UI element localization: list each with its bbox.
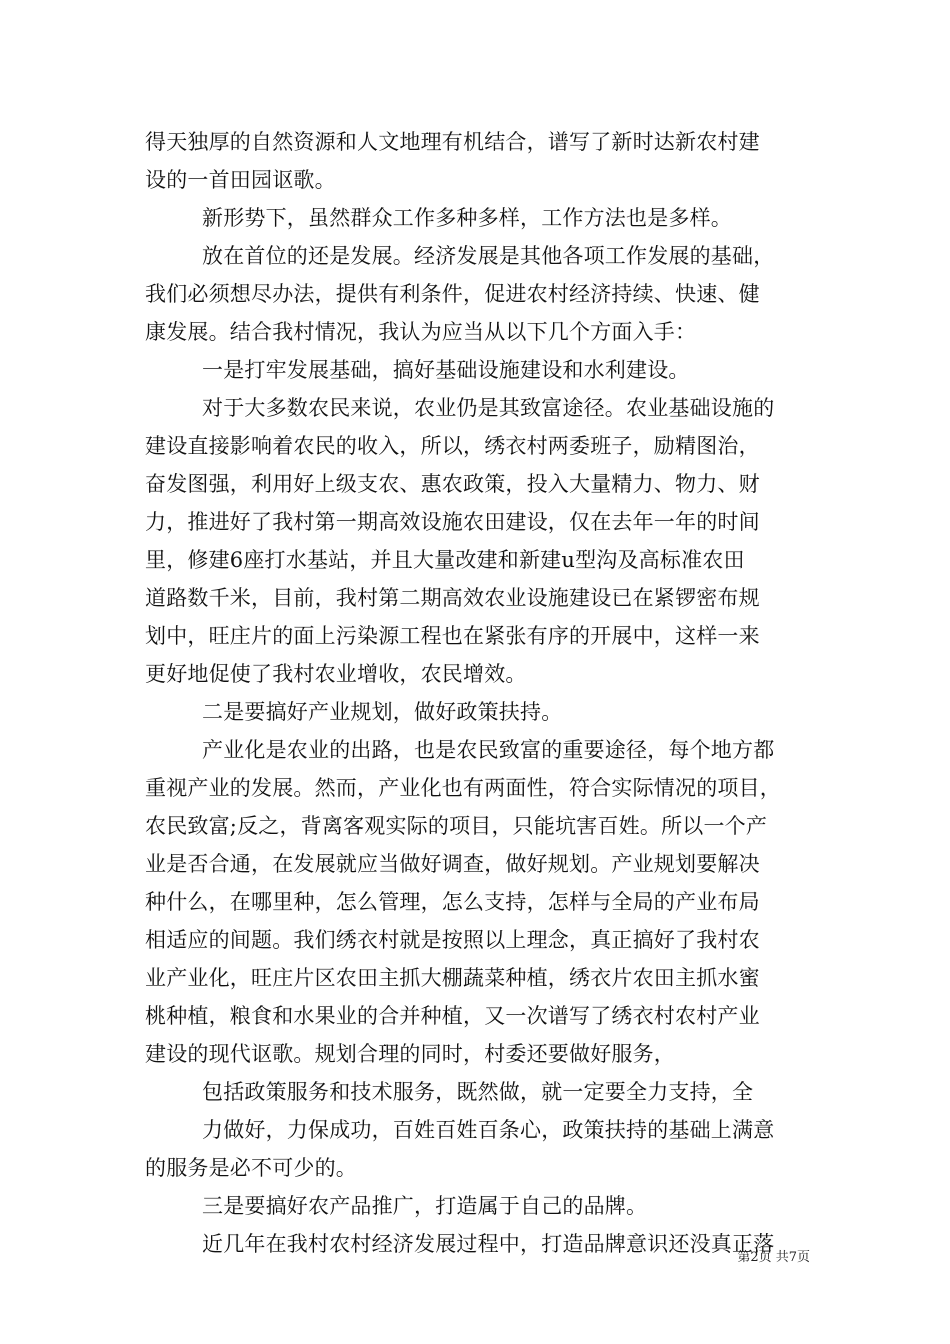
text-line: 设的一首田园讴歌。 [145, 168, 336, 192]
text-line: 三是要搞好农产品推广，打造属于自己的品牌。 [202, 1194, 648, 1218]
text-line: 种什么，在哪里种，怎么管理，怎么支持，怎样与全局的产业布局 [145, 890, 760, 914]
text-line: 二是要搞好产业规划，做好政策扶持。 [202, 700, 563, 724]
text-line: 划中，旺庄片的面上污染源工程也在紧张有序的开展中，这样一来 [145, 624, 760, 648]
text-line: 建设直接影响着农民的收入，所以，绣衣村两委班子，励精图治， [145, 434, 760, 458]
text-line: 农民致富;反之，背离客观实际的项目，只能坑害百姓。所以一个产 [145, 814, 768, 838]
text-line: 力，推进好了我村第一期高效设施农田建设，仅在去年一年的时间 [145, 510, 760, 534]
text-line: 产业化是农业的出路，也是农民致富的重要途径，每个地方都 [202, 738, 775, 762]
text-line: 业产业化，旺庄片区农田主抓大棚蔬菜种植，绣衣片农田主抓水蜜 [145, 966, 760, 990]
text-line: 我们必须想尽办法，提供有利条件，促进农村经济持续、快速、健 [145, 282, 760, 306]
text-line: 康发展。结合我村情况，我认为应当从以下几个方面入手： [145, 320, 697, 344]
page-number-footer: 第2页 共7页 [737, 1250, 810, 1265]
text-line: 道路数千米，目前，我村第二期高效农业设施建设已在紧锣密布规 [145, 586, 760, 610]
body-text [145, 123, 825, 1263]
text-line: 力做好，力保成功，百姓百姓百条心，政策扶持的基础上满意 [202, 1118, 775, 1142]
text-line: 新形势下，虽然群众工作多种多样，工作方法也是多样。 [202, 206, 732, 230]
text-line: 包括政策服务和技术服务，既然做，就一定要全力支持，全 [202, 1080, 754, 1104]
text-line: 一是打牢发展基础，搞好基础设施建设和水利建设。 [202, 358, 690, 382]
text-line: 业是否合通，在发展就应当做好调查，做好规划。产业规划要解决 [145, 852, 760, 876]
text-line: 的服务是必不可少的。 [145, 1156, 357, 1180]
text-line: 奋发图强，利用好上级支农、惠农政策，投入大量精力、物力、财 [145, 472, 760, 496]
text-line: 放在首位的还是发展。经济发展是其他各项工作发展的基础， [202, 244, 775, 268]
text-line: 里，修建6座打水基站，并且大量改建和新建u型沟及高标准农田 [145, 548, 745, 572]
text-line: 建设的现代讴歌。规划合理的同时，村委还要做好服务， [145, 1042, 675, 1066]
text-line: 桃种植，粮食和水果业的合并种植，又一次谱写了绣衣村农村产业 [145, 1004, 760, 1028]
text-line: 对于大多数农民来说，农业仍是其致富途径。农业基础设施的 [202, 396, 775, 420]
text-line: 重视产业的发展。然而，产业化也有两面性，符合实际情况的项目， [145, 776, 781, 800]
text-line: 更好地促使了我村农业增收，农民增效。 [145, 662, 527, 686]
text-line: 近几年在我村农村经济发展过程中，打造品牌意识还没真正落 [202, 1232, 775, 1256]
text-line: 得天独厚的自然资源和人文地理有机结合，谱写了新时达新农村建 [145, 130, 760, 154]
text-line: 相适应的间题。我们绣衣村就是按照以上理念，真正搞好了我村农 [145, 928, 760, 952]
